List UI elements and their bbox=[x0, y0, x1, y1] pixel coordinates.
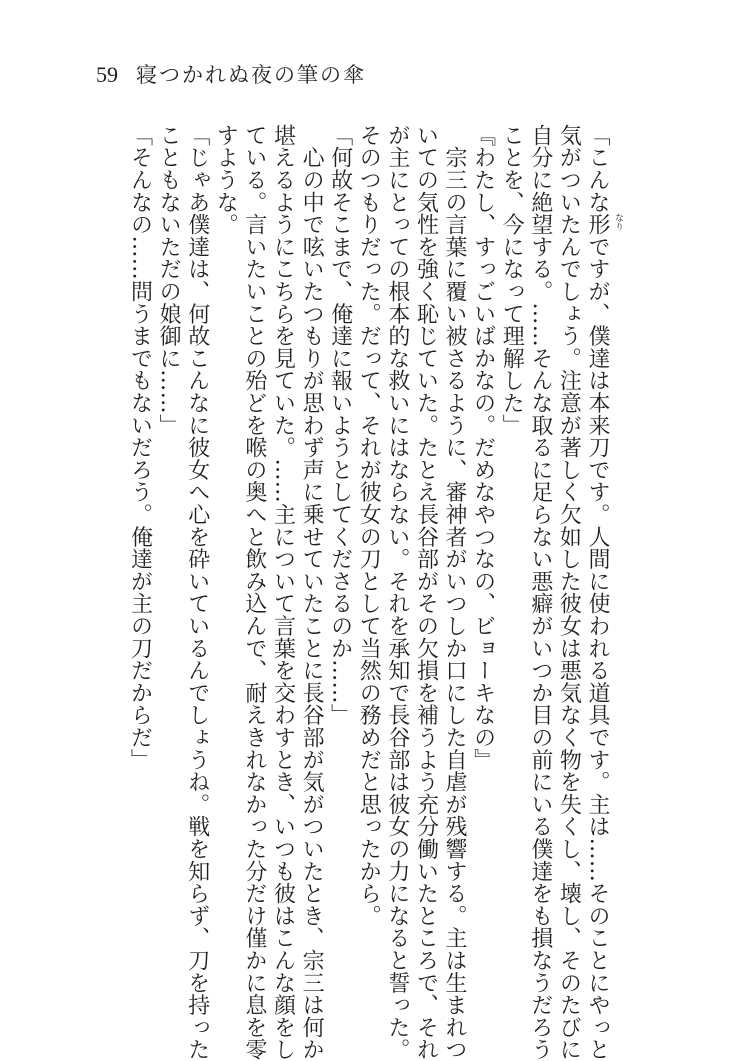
text-line: ている。言いたいことの殆どを喉の奥へと飲み込んで、耐えきれなかった分だけ僅かに息を零 bbox=[241, 124, 267, 1061]
text-line: こともないただの娘御に……」 bbox=[156, 124, 182, 437]
text-line: ことを、今になって理解した」 bbox=[499, 124, 525, 437]
line-1-after-ruby: ですが、僕達は本来刀です。人間に使われる道具です。主は……そのことにやっと bbox=[585, 235, 610, 1061]
text-line: 『わたし、すっごいばかなの。だめなやつなの、ビョーキなの』 bbox=[470, 124, 496, 771]
text-line: そのつもりだった。だって、それが彼女の刀として当然の務めだと思ったから。 bbox=[356, 124, 382, 927]
text-line: 「そんなの……問うまでもないだろう。俺達が主の刀だからだ」 bbox=[127, 124, 153, 771]
vertical-body-text bbox=[96, 124, 623, 1061]
text-line: 心の中で呟いたつもりが思わず声に乗せていたことに長谷部が気がついたとき、宗三は何か bbox=[299, 124, 325, 1061]
text-line: 「じゃあ僕達は、何故こんなに彼女へ心を砕いているんでしょうね。戦を知らず、刀を持った bbox=[184, 124, 210, 1061]
text-line-1 bbox=[582, 124, 623, 1061]
text-line: 「何故そこまで、俺達に報いようとしてくださるのか……」 bbox=[327, 124, 353, 727]
text-line: 堪えるようにこちらを見ていた。……主について言葉を交わすとき、いつも彼はこんな顔をし bbox=[270, 124, 296, 1061]
text-line: いての気性を強く恥じていた。たとえ長谷部がその欠損を補うよう充分働いたところで、それ bbox=[413, 124, 439, 1061]
ruby-reading: なり bbox=[613, 213, 623, 232]
text-line: すような。 bbox=[213, 124, 239, 236]
running-title: 寝つかれぬ夜の筆の傘 bbox=[136, 63, 366, 87]
ruby-annotated-word bbox=[585, 213, 623, 236]
page-header bbox=[96, 64, 366, 86]
ruby-base-text: 形 bbox=[585, 213, 610, 236]
text-line: 気がついたんでしょう。注意が著しく欠如した彼女は悪気なく物を失くし、壊し、そのたびに bbox=[556, 124, 582, 1061]
text-line: 宗三の言葉に覆い被さるように、審神者がいつしか口にした自虐が残響する。主は生まれつ bbox=[442, 124, 468, 1061]
text-line: が主にとっての根本的な救いにはならない。それを承知で長谷部は彼女の力になると誓った。 bbox=[384, 124, 410, 1061]
page-number: 59 bbox=[96, 62, 118, 87]
text-line: 自分に絶望する。……そんな取るに足らない悪癖がいつか目の前にいる僕達をも損なうだろう bbox=[527, 124, 553, 1061]
line-1-before-ruby: 「こんな bbox=[585, 124, 610, 214]
